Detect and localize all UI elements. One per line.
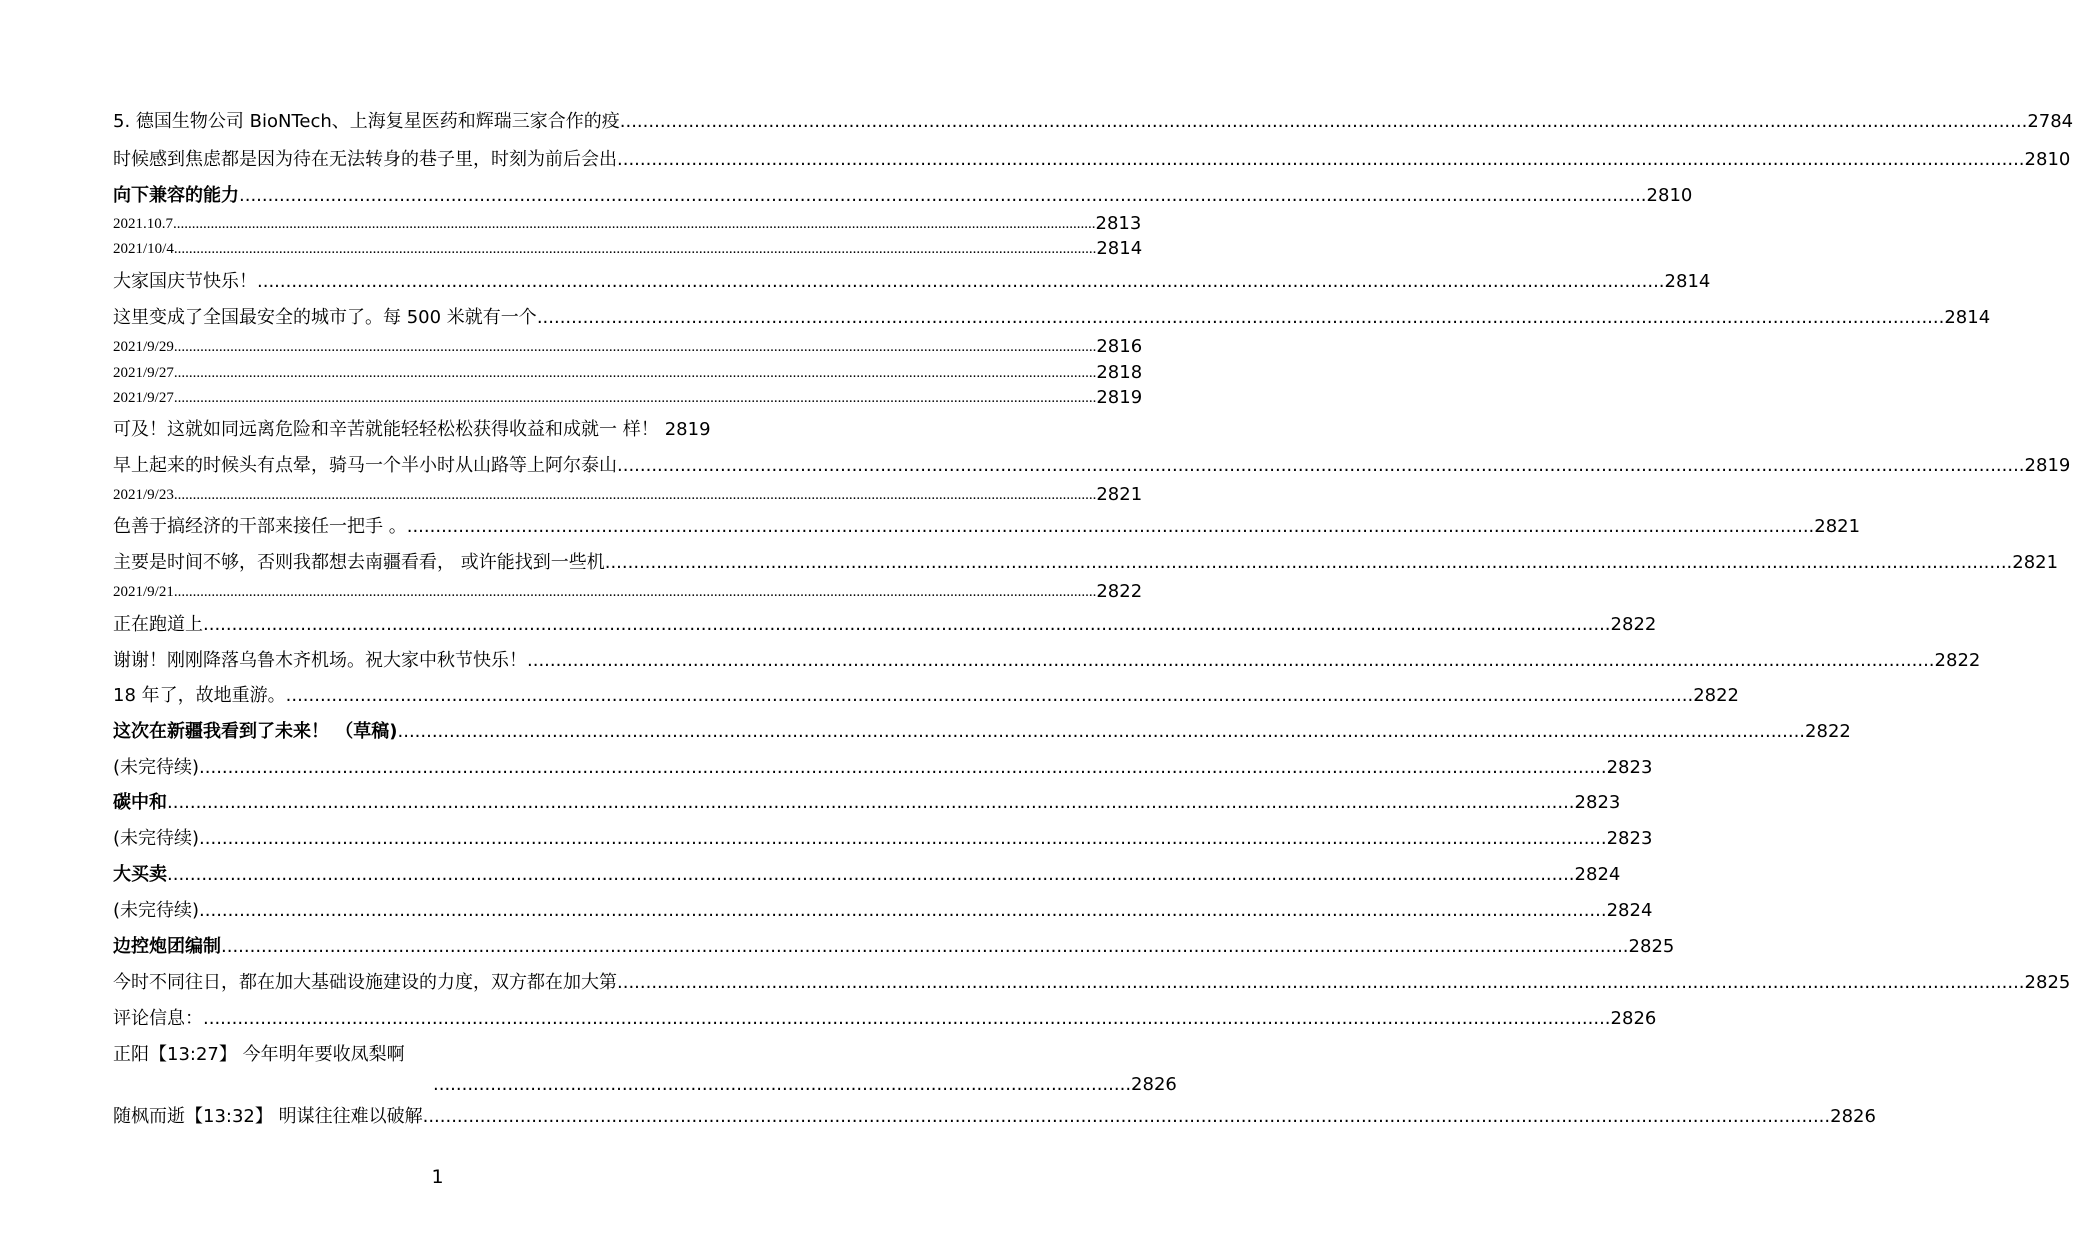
toc-entry-page: 2814 bbox=[1664, 271, 1711, 292]
toc-leader bbox=[174, 363, 1097, 383]
toc-leader bbox=[174, 388, 1097, 408]
toc-leader bbox=[174, 582, 1097, 602]
toc-entry-title: 2021/9/27 bbox=[113, 365, 174, 381]
toc-entry-title: 2021/9/27 bbox=[113, 390, 174, 406]
toc-leader bbox=[620, 110, 2028, 134]
toc-entry-page: 2818 bbox=[1096, 362, 1143, 383]
toc-entry[interactable] bbox=[113, 1043, 763, 1067]
toc-entry-title: 大买卖 bbox=[113, 864, 167, 885]
toc-leader bbox=[167, 791, 1575, 815]
toc-leader bbox=[239, 184, 1647, 208]
toc-entry-page: 2819 bbox=[664, 419, 711, 440]
toc-entry[interactable] bbox=[113, 110, 2073, 134]
toc-entry[interactable] bbox=[113, 684, 1739, 708]
toc-entry-page: 2822 bbox=[1805, 721, 1851, 742]
toc-entry-page: 2821 bbox=[2012, 552, 2059, 573]
toc-entry-title: 正阳【13:27】 今年明年要收凤梨啊 bbox=[113, 1044, 405, 1065]
page-number: 1 bbox=[431, 1166, 444, 1188]
toc-leader bbox=[257, 270, 1665, 294]
toc-entry[interactable] bbox=[113, 270, 1711, 294]
toc-entry[interactable] bbox=[113, 971, 2071, 995]
toc-entry-page: 2810 bbox=[2024, 149, 2071, 170]
toc-leader bbox=[174, 337, 1097, 357]
toc-entry-title: 主要是时间不够，否则我都想去南疆看看， 或许能找到一些机 bbox=[113, 552, 605, 573]
toc-entry-continuation bbox=[113, 1073, 1177, 1097]
toc-entry-title: 2021/9/29 bbox=[113, 339, 174, 355]
toc-entry[interactable] bbox=[113, 756, 1653, 780]
toc-entry-title: 大家国庆节快乐！ bbox=[113, 271, 257, 292]
toc-entry-title: 可及！这就如同远离危险和辛苦就能轻轻松松获得收益和成就一 样！ bbox=[113, 419, 659, 440]
toc-entry-page: 2821 bbox=[1814, 516, 1861, 537]
toc-entry[interactable] bbox=[113, 515, 1861, 539]
toc-leader bbox=[527, 649, 1935, 673]
toc-leader bbox=[617, 454, 2025, 478]
toc-entry-title: 今时不同往日，都在加大基础设施建设的力度，双方都在加大第 bbox=[113, 972, 617, 993]
toc-entry-page: 2824 bbox=[1606, 900, 1653, 921]
toc-entry-title: 5. 德国生物公司 BioNTech、上海复星医药和辉瑞三家合作的疫 bbox=[113, 111, 620, 132]
toc-entry-page: 2814 bbox=[1096, 238, 1143, 259]
toc-entry[interactable] bbox=[113, 148, 2071, 172]
toc-entry-page: 2826 bbox=[1830, 1106, 1876, 1127]
toc-leader bbox=[167, 863, 1575, 887]
toc-entry-page: 2810 bbox=[1646, 185, 1693, 206]
toc-entry-title: 2021/9/23 bbox=[113, 487, 174, 503]
toc-entry-title: (未完待续) bbox=[113, 828, 200, 849]
toc-entry[interactable] bbox=[113, 827, 1653, 851]
toc-entry-title: 这次在新疆我看到了未来！ （草稿) bbox=[113, 721, 398, 742]
toc-entry[interactable] bbox=[113, 387, 1143, 408]
toc-leader: .......................................................................................................................... bbox=[433, 1074, 1132, 1095]
toc-entry-title: 早上起来的时候头有点晕，骑马一个半小时从山路等上阿尔泰山 bbox=[113, 455, 617, 476]
toc-entry[interactable] bbox=[113, 935, 1675, 959]
toc-entry[interactable] bbox=[113, 213, 1142, 234]
toc-entry-title: 谢谢！刚刚降落乌鲁木齐机场。祝大家中秋节快乐！ bbox=[113, 650, 527, 671]
toc-leader bbox=[199, 756, 1607, 780]
toc-leader bbox=[286, 684, 1694, 708]
toc-leader bbox=[199, 899, 1607, 923]
toc-entry[interactable] bbox=[113, 362, 1143, 383]
toc-entry-page: 2819 bbox=[2024, 455, 2071, 476]
toc-entry-page: 2822 bbox=[1934, 650, 1981, 671]
toc-entry-page: 2823 bbox=[1606, 757, 1653, 778]
toc-entry-title: 评论信息： bbox=[113, 1008, 203, 1029]
toc-entry-title: 时候感到焦虑都是因为待在无法转身的巷子里，时刻为前后会出 bbox=[113, 149, 617, 170]
toc-leader bbox=[537, 306, 1945, 330]
toc-leader bbox=[221, 935, 1629, 959]
toc-leader bbox=[203, 1007, 1611, 1031]
toc-entry[interactable] bbox=[113, 649, 1981, 673]
toc-entry[interactable] bbox=[113, 484, 1143, 505]
toc-entry-page: 2813 bbox=[1095, 213, 1142, 234]
toc-entry[interactable] bbox=[113, 454, 2071, 478]
toc-leader bbox=[605, 551, 2013, 575]
toc-entry[interactable] bbox=[113, 418, 793, 442]
toc-entry[interactable] bbox=[113, 720, 1851, 744]
toc-leader bbox=[203, 613, 1611, 637]
toc-entry[interactable] bbox=[113, 863, 1621, 887]
toc-entry-page: 2822 bbox=[1693, 685, 1739, 706]
toc-entry-page: 2825 bbox=[2024, 972, 2071, 993]
toc-entry-title: 碳中和 bbox=[113, 792, 167, 813]
toc-leader bbox=[199, 827, 1607, 851]
toc-leader bbox=[423, 1105, 1831, 1129]
toc-entry-page: 2784 bbox=[2027, 111, 2073, 132]
toc-entry-title: 正在跑道上 bbox=[113, 614, 203, 635]
toc-entry-page: 2826 bbox=[1610, 1008, 1657, 1029]
toc-entry-title: 向下兼容的能力 bbox=[113, 185, 239, 206]
toc-entry[interactable] bbox=[113, 1007, 1657, 1031]
toc-entry-page: 2826 bbox=[1131, 1074, 1177, 1095]
toc-leader bbox=[617, 148, 2025, 172]
toc-entry-page: 2823 bbox=[1606, 828, 1653, 849]
toc-entry-title: 2021/9/21 bbox=[113, 584, 174, 600]
toc-entry-title: 边控炮团编制 bbox=[113, 936, 221, 957]
toc-entry-title: 这里变成了全国最安全的城市了。每 500 米就有一个 bbox=[113, 307, 537, 328]
toc-entry[interactable] bbox=[113, 899, 1653, 923]
toc-entry[interactable] bbox=[113, 791, 1621, 815]
toc-entry[interactable] bbox=[113, 613, 1657, 637]
toc-entry[interactable] bbox=[113, 238, 1143, 259]
toc-entry-page: 2814 bbox=[1944, 307, 1991, 328]
toc-entry-page: 2825 bbox=[1628, 936, 1675, 957]
toc-entry[interactable] bbox=[113, 551, 2059, 575]
toc-entry-title: 2021.10.7 bbox=[113, 216, 173, 232]
toc-entry[interactable] bbox=[113, 184, 1693, 208]
toc-entry-page: 2819 bbox=[1096, 387, 1143, 408]
toc-entry-page: 2822 bbox=[1610, 614, 1657, 635]
toc-entry-title: 2021/10/4 bbox=[113, 241, 174, 257]
toc-entry[interactable] bbox=[113, 336, 1143, 357]
toc-entry-title: 18 年了，故地重游。 bbox=[113, 685, 286, 706]
toc-entry-page: 2822 bbox=[1096, 581, 1143, 602]
toc-entry[interactable] bbox=[113, 306, 1991, 330]
toc-leader bbox=[174, 239, 1097, 259]
toc-entry-page: 2823 bbox=[1574, 792, 1621, 813]
toc-leader bbox=[407, 515, 1815, 539]
toc-entry-title: 随枫而逝【13:32】 明谋往往难以破解 bbox=[113, 1106, 423, 1127]
toc-leader bbox=[173, 214, 1096, 234]
toc-entry[interactable] bbox=[113, 581, 1143, 602]
toc-leader bbox=[398, 720, 1806, 744]
toc-entry-title: (未完待续) bbox=[113, 900, 200, 921]
toc-entry-page: 2816 bbox=[1096, 336, 1143, 357]
toc-leader bbox=[617, 971, 2025, 995]
toc-entry-title: 色善于搞经济的干部来接任一把手 。 bbox=[113, 516, 407, 537]
toc-entry-page: 2821 bbox=[1096, 484, 1143, 505]
toc-entry[interactable] bbox=[113, 1105, 1876, 1129]
toc-entry-title: (未完待续) bbox=[113, 757, 200, 778]
toc-leader bbox=[174, 485, 1097, 505]
toc-entry-page: 2824 bbox=[1574, 864, 1621, 885]
